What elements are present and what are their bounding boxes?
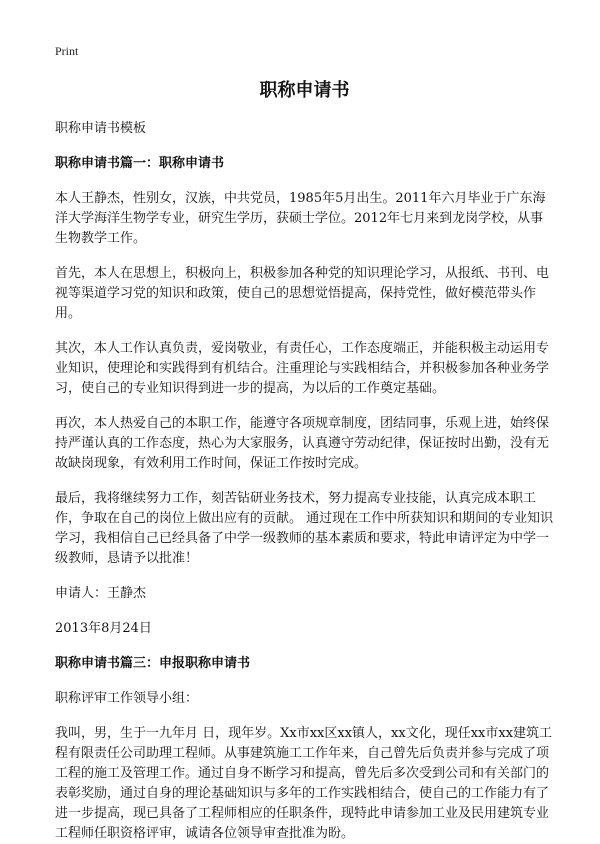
paragraph-work-attitude: 其次，本人工作认真负责，爱岗敬业，有责任心，工作态度端正，并能积极主动运用专业知识，使理论和实践得到有机结合。注重理论与实践相结合，并积极参加各种业务学习，使自己的专业知识得到进一步的提高，为以后的工作奠定基础。 [55, 341, 550, 396]
section-heading-1: 职称申请书篇一：职称申请书 [55, 156, 225, 171]
page-title: 职称申请书 [259, 80, 350, 101]
print-link[interactable]: Print [55, 44, 79, 58]
applicant-signature: 申请人：王静杰 [55, 586, 147, 601]
salutation: 职称评审工作领导小组： [55, 691, 199, 706]
paragraph-intro: 本人王静杰，性别女，汉族，中共党员，1985年5月出生。2011年六月毕业于广东海洋大学海洋生物学专业，研究生学历，获硕士学位。2012年七月来到龙岗学校，从事生物教学工作。 [55, 191, 546, 246]
application-date: 2013年8月24日 [55, 621, 152, 636]
section-heading-3: 职称申请书篇三：申报职称申请书 [55, 656, 251, 671]
paragraph-application-body: 我叫，男，生于一九年月 日，现年岁。Xx市xx区xx镇人，xx文化，现任xx市xx建筑工程有限责任公司助理工程师。从事建筑施工工作年来，自己曾先后负责并参与完成了项工程的施工及管理工作。通过自身不断学习和提高，曾先后多次受到公司和有关部门的表彰奖励，通过自身的理论基础知识与多年的工作实践相结合，使自己的工作能力有了进一步提高，现已具备了工程师相应的任职条件，现特此申请参加工业及民用建筑专业工程师任职资格评审，诚请各位领导审查批准为盼。 [55, 726, 553, 841]
document-subtitle: 职称申请书模板 [55, 121, 147, 136]
paragraph-dedication: 再次，本人热爱自己的本职工作，能遵守各项规章制度，团结同事，乐观上进，始终保持严谨认真的工作态度，热心为大家服务，认真遵守劳动纪律，保证按时出勤，没有无故缺岗现象，有效利用工作时间，保证工作按时完成。 [55, 416, 550, 471]
paragraph-conclusion: 最后，我将继续努力工作，刻苦钻研业务技术，努力提高专业技能，认真完成本职工作，争取在自己的岗位上做出应有的贡献。 通过现在工作中所获知识和期间的专业知识学习，我相信自己已经具备了中学一级教师的基本素质和要求，特此申请评定为中学一级教师，恳请予以批准！ [55, 491, 554, 566]
paragraph-thought: 首先，本人在思想上，积极向上，积极参加各种党的知识理论学习，从报纸、书刊、电视等渠道学习党的知识和政策，使自己的思想觉悟提高，保持党性，做好模范带头作用。 [55, 266, 550, 321]
